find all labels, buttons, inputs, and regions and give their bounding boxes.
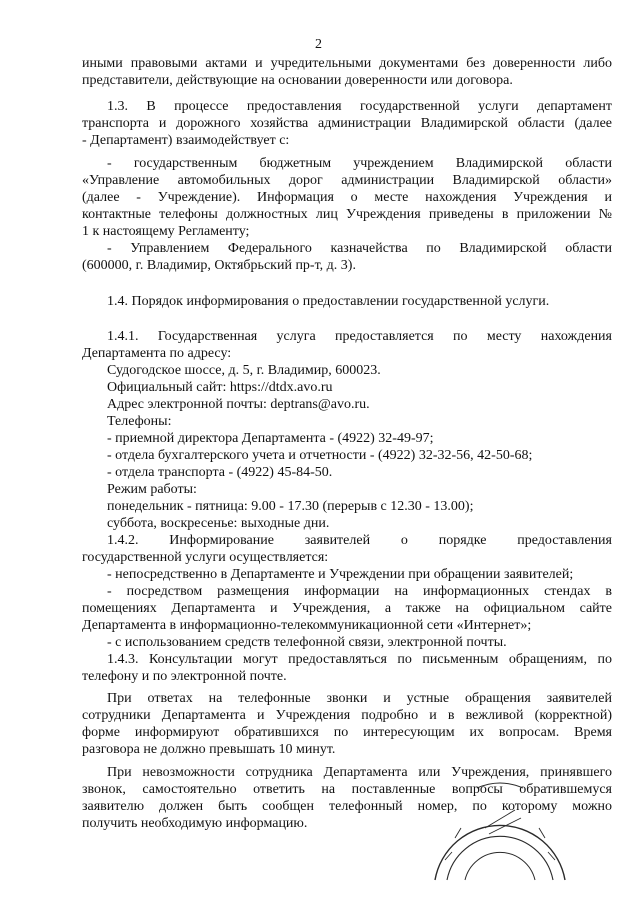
text-line: (далее - Учреждение). Информация о месте нахождения Учреждения и [82,190,612,205]
text-line: понедельник - пятница: 9.00 - 17.30 (перерыв с 12.30 - 13.00); [107,499,474,514]
text-line: получить необходимую информацию. [82,816,308,831]
text-line: При невозможности сотрудника Департамента или Учреждения, принявшего [107,765,612,780]
text-line: - Управлением Федерального казначейства по Владимирской области [107,241,612,256]
text-line: - с использованием средств телефонной связи, электронной почты. [107,635,507,650]
text-line: «Управление автомобильных дорог администрации Владимирской области» [82,173,612,188]
text-line: 1.4.3. Консультации могут предоставляться по письменным обращениям, по [107,652,612,667]
text-line: заявителю должен быть сообщен телефонный номер, по которому можно [82,799,612,814]
text-line: 1 к настоящему Регламенту; [82,224,250,239]
text-line: Телефоны: [107,414,172,429]
text-line: При ответах на телефонные звонки и устные обращения заявителей [107,691,612,706]
text-line: сотрудники Департамента и Учреждения подробно и в вежливой (корректной) [82,708,612,723]
text-line: 1.3. В процессе предоставления государственной услуги департамент [107,99,612,114]
text-line: - отдела бухгалтерского учета и отчетности - (4922) 32-32-56, 42-50-68; [107,448,533,463]
text-line: Адрес электронной почты: deptrans@avo.ru. [107,397,370,412]
text-line: иными правовыми актами и учредительными документами без доверенности либо [82,56,612,71]
text-line: - Департамент) взаимодействует с: [82,133,290,148]
text-line: телефону и по электронной почте. [82,669,287,684]
text-line: Департамента по адресу: [82,346,232,361]
text-line: - государственным бюджетным учреждением Владимирской области [107,156,612,171]
text-line: Официальный сайт: https://dtdx.avo.ru [107,380,333,395]
text-line: государственной услуги осуществляется: [82,550,329,565]
text-line: контактные телефоны должностных лиц Учреждения приведены в приложении № [82,207,612,222]
section-heading: 1.4. Порядок информирования о предоставлении государственной услуги. [107,294,550,309]
text-line: (600000, г. Владимир, Октябрьский пр-т, д. 3). [82,258,356,273]
text-line: суббота, воскресенье: выходные дни. [107,516,330,531]
text-line: транспорта и дорожного хозяйства администрации Владимирской области (далее [82,116,612,131]
text-line: - непосредственно в Департаменте и Учреждении при обращении заявителей; [107,567,574,582]
text-line: - посредством размещения информации на информационных стендах в [107,584,612,599]
text-line: звонок, самостоятельно ответить на поставленные вопросы обратившемуся [82,782,612,797]
text-line: - отдела транспорта - (4922) 45-84-50. [107,465,333,480]
text-line: - приемной директора Департамента - (4922) 32-49-97; [107,431,434,446]
text-line: Режим работы: [107,482,197,497]
text-line: 1.4.2. Информирование заявителей о порядке предоставления [107,533,612,548]
text-line: помещениях Департамента и Учреждения, а также на официальном сайте [82,601,612,616]
text-line: Департамента в информационно-телекоммуникационной сети «Интернет»; [82,618,532,633]
text-line: Судогодское шоссе, д. 5, г. Владимир, 600023. [107,363,381,378]
stamp-seal [425,768,575,883]
text-line: 1.4.1. Государственная услуга предоставляется по месту нахождения [107,329,612,344]
page-number: 2 [315,37,322,52]
text-line: разговора не должно превышать 10 минут. [82,742,336,757]
text-line: форме информируют обратившихся по интересующим их вопросам. Время [82,725,612,740]
text-line: представители, действующие на основании доверенности или договора. [82,73,513,88]
